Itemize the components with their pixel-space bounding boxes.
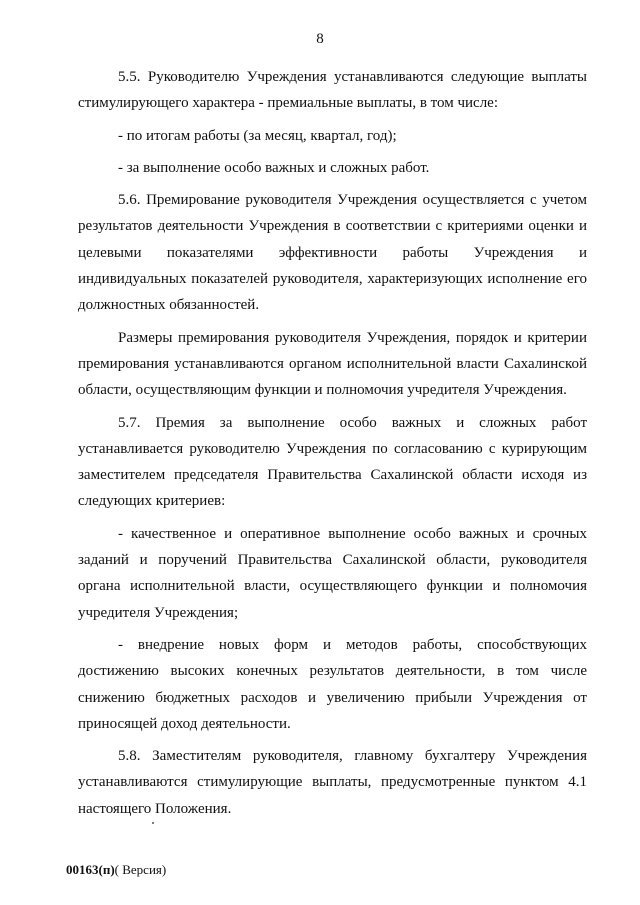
paragraph-5-6: 5.6. Премирование руководителя Учреждения осуществляется с учетом результатов деятельности Учреждения в соответствии с критериями оценки и целевыми показателями эффективности работы Учреждения и индивидуальных показателей руководителя, характеризующих исполнение его должностных обязанностей.	[78, 192, 587, 314]
page-number: 8	[316, 31, 324, 47]
document-body	[78, 64, 587, 828]
footer	[66, 862, 166, 878]
footer-code: 00163(п)	[66, 862, 115, 877]
list-item-important-work: - за выполнение особо важных и сложных работ.	[118, 159, 430, 176]
paragraph-5-5: 5.5. Руководителю Учреждения устанавливаются следующие выплаты стимулирующего характера - премиальные выплаты, в том числе:	[78, 69, 587, 112]
paragraph-5-8: 5.8. Заместителям руководителя, главному бухгалтеру Учреждения устанавливаются стимулирующие выплаты, предусмотренные пунктом 4.1 настоящего Положения.	[78, 748, 587, 817]
scan-speck	[152, 822, 154, 824]
footer-version: ( Версия)	[114, 862, 167, 877]
list-item-quality-execution: - качественное и оперативное выполнение особо важных и срочных заданий и поручений Правительства Сахалинской области, руководителя органа исполнительной власти, осуществляющего функции и полномочия учредителя Учреждения;	[78, 525, 587, 621]
paragraph-bonus-sizes: Размеры премирования руководителя Учреждения, порядок и критерии премирования устанавливаются органом исполнительной власти Сахалинской области, осуществляющим функции и полномочия учредителя Учреждения.	[78, 329, 587, 399]
list-item-results: - по итогам работы (за месяц, квартал, год);	[118, 127, 397, 144]
list-item-new-methods: - внедрение новых форм и методов работы, способствующих достижению высоких конечных результатов деятельности, в том числе снижению бюджетных расходов и увеличению прибыли Учреждения от приносящей доход деятельности.	[78, 636, 587, 732]
paragraph-5-7: 5.7. Премия за выполнение особо важных и сложных работ устанавливается руководителю Учреждения по согласованию с курирующим заместителем председателя Правительства Сахалинской области исходя из следующих критериев:	[78, 414, 587, 510]
